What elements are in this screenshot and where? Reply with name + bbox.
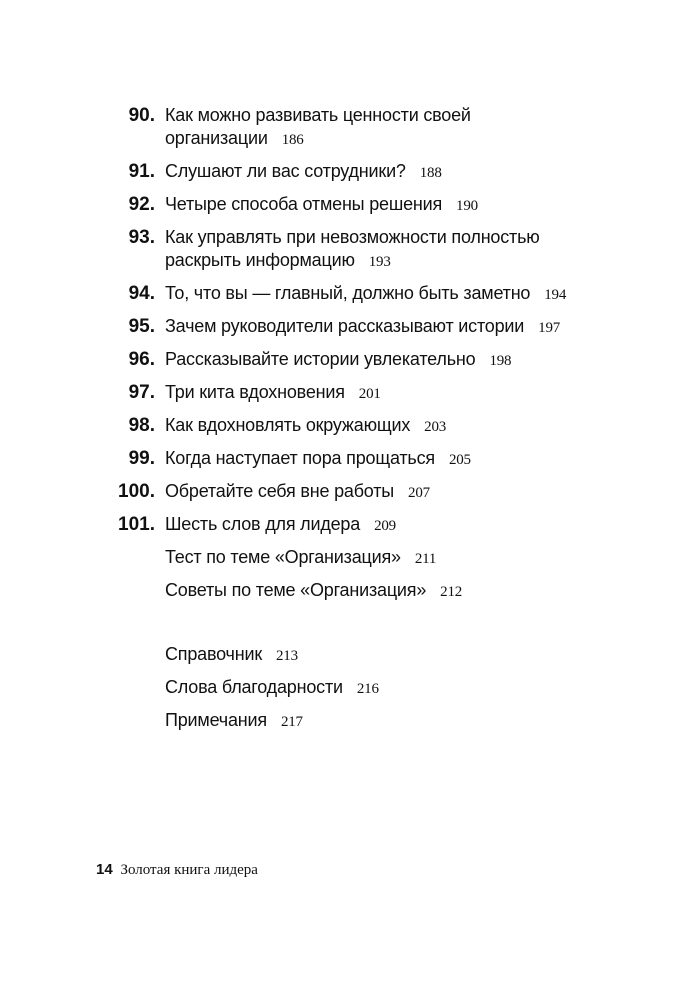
- toc-entry: [0, 160, 681, 185]
- entry-number: 92.: [128, 194, 155, 215]
- entry-title: Четыре способа отмены решения: [165, 194, 443, 214]
- footer-page-number: 14: [96, 861, 113, 878]
- entry-number: 90.: [128, 105, 155, 126]
- entry-title: Когда наступает пора прощаться: [165, 448, 435, 468]
- entry-title: организации: [165, 128, 268, 148]
- toc-entry: [0, 104, 681, 152]
- toc-entry: [0, 381, 681, 406]
- entry-page: 188: [419, 165, 442, 181]
- entry-title: Как можно развивать ценности своей: [165, 105, 471, 125]
- toc-entry: [0, 513, 681, 538]
- entry-title: Слова благодарности: [165, 677, 343, 697]
- entry-number: 95.: [128, 316, 155, 337]
- entry-page: 198: [489, 353, 512, 369]
- footer-book-title: Золотая книга лидера: [120, 862, 258, 878]
- toc-entry: [0, 315, 681, 340]
- entry-page: 211: [414, 551, 437, 567]
- entry-page: 209: [374, 518, 396, 534]
- entry-page: 216: [356, 681, 379, 697]
- entry-title: Три кита вдохновения: [165, 382, 345, 402]
- entry-number: 98.: [128, 415, 155, 436]
- entry-title: Примечания: [165, 710, 267, 730]
- entry-page: 194: [544, 287, 567, 303]
- entry-title: Советы по теме «Организация»: [165, 580, 427, 600]
- entry-title: Тест по теме «Организация»: [165, 547, 401, 567]
- toc-entry: [0, 193, 681, 218]
- entry-number: 97.: [128, 382, 155, 403]
- entry-number: 96.: [128, 349, 155, 370]
- entry-page: 205: [448, 452, 471, 468]
- toc-entry: [0, 348, 681, 373]
- entry-number: 93.: [128, 227, 155, 248]
- entry-title: Как управлять при невозможности полностью: [165, 227, 540, 247]
- entry-title: Зачем руководители рассказывают истории: [165, 316, 525, 336]
- toc-entry: [0, 447, 681, 472]
- toc-appendix-entry: [0, 676, 681, 701]
- entry-page: 217: [280, 714, 303, 730]
- toc-extra-entry: [0, 579, 681, 604]
- entry-page: 203: [424, 419, 447, 435]
- entry-page: 193: [368, 254, 391, 270]
- entry-title: Обретайте себя вне работы: [165, 481, 395, 501]
- entry-number: 100.: [118, 481, 155, 502]
- entry-number: 99.: [128, 448, 155, 469]
- entry-page: 197: [538, 320, 561, 336]
- toc-entry: [0, 226, 681, 274]
- toc-entry: [0, 480, 681, 505]
- entry-page: 213: [276, 648, 298, 664]
- toc-entry: [0, 282, 681, 307]
- toc-appendix-entry: [0, 709, 681, 734]
- entry-page: 207: [408, 485, 430, 501]
- entry-page: 186: [281, 132, 304, 148]
- entry-title: То, что вы — главный, должно быть заметно: [165, 283, 531, 303]
- entry-title: Справочник: [165, 644, 262, 664]
- entry-number: 101.: [118, 514, 155, 535]
- entry-title: Шесть слов для лидера: [165, 514, 361, 534]
- entry-title: Как вдохновлять окружающих: [165, 415, 411, 435]
- entry-page: 190: [456, 198, 478, 214]
- toc-extra-entry: [0, 546, 681, 571]
- table-of-contents: [0, 104, 681, 742]
- entry-page: 201: [358, 386, 381, 402]
- entry-title: Рассказывайте истории увлекательно: [165, 349, 476, 369]
- entry-page: 212: [440, 584, 463, 600]
- entry-number: 94.: [128, 283, 155, 304]
- toc-entry: [0, 414, 681, 439]
- toc-appendix-entry: [0, 643, 681, 668]
- entry-number: 91.: [128, 161, 155, 182]
- entry-title: Слушают ли вас сотрудники?: [165, 161, 406, 181]
- entry-title: раскрыть информацию: [165, 250, 355, 270]
- page-footer: [96, 861, 258, 879]
